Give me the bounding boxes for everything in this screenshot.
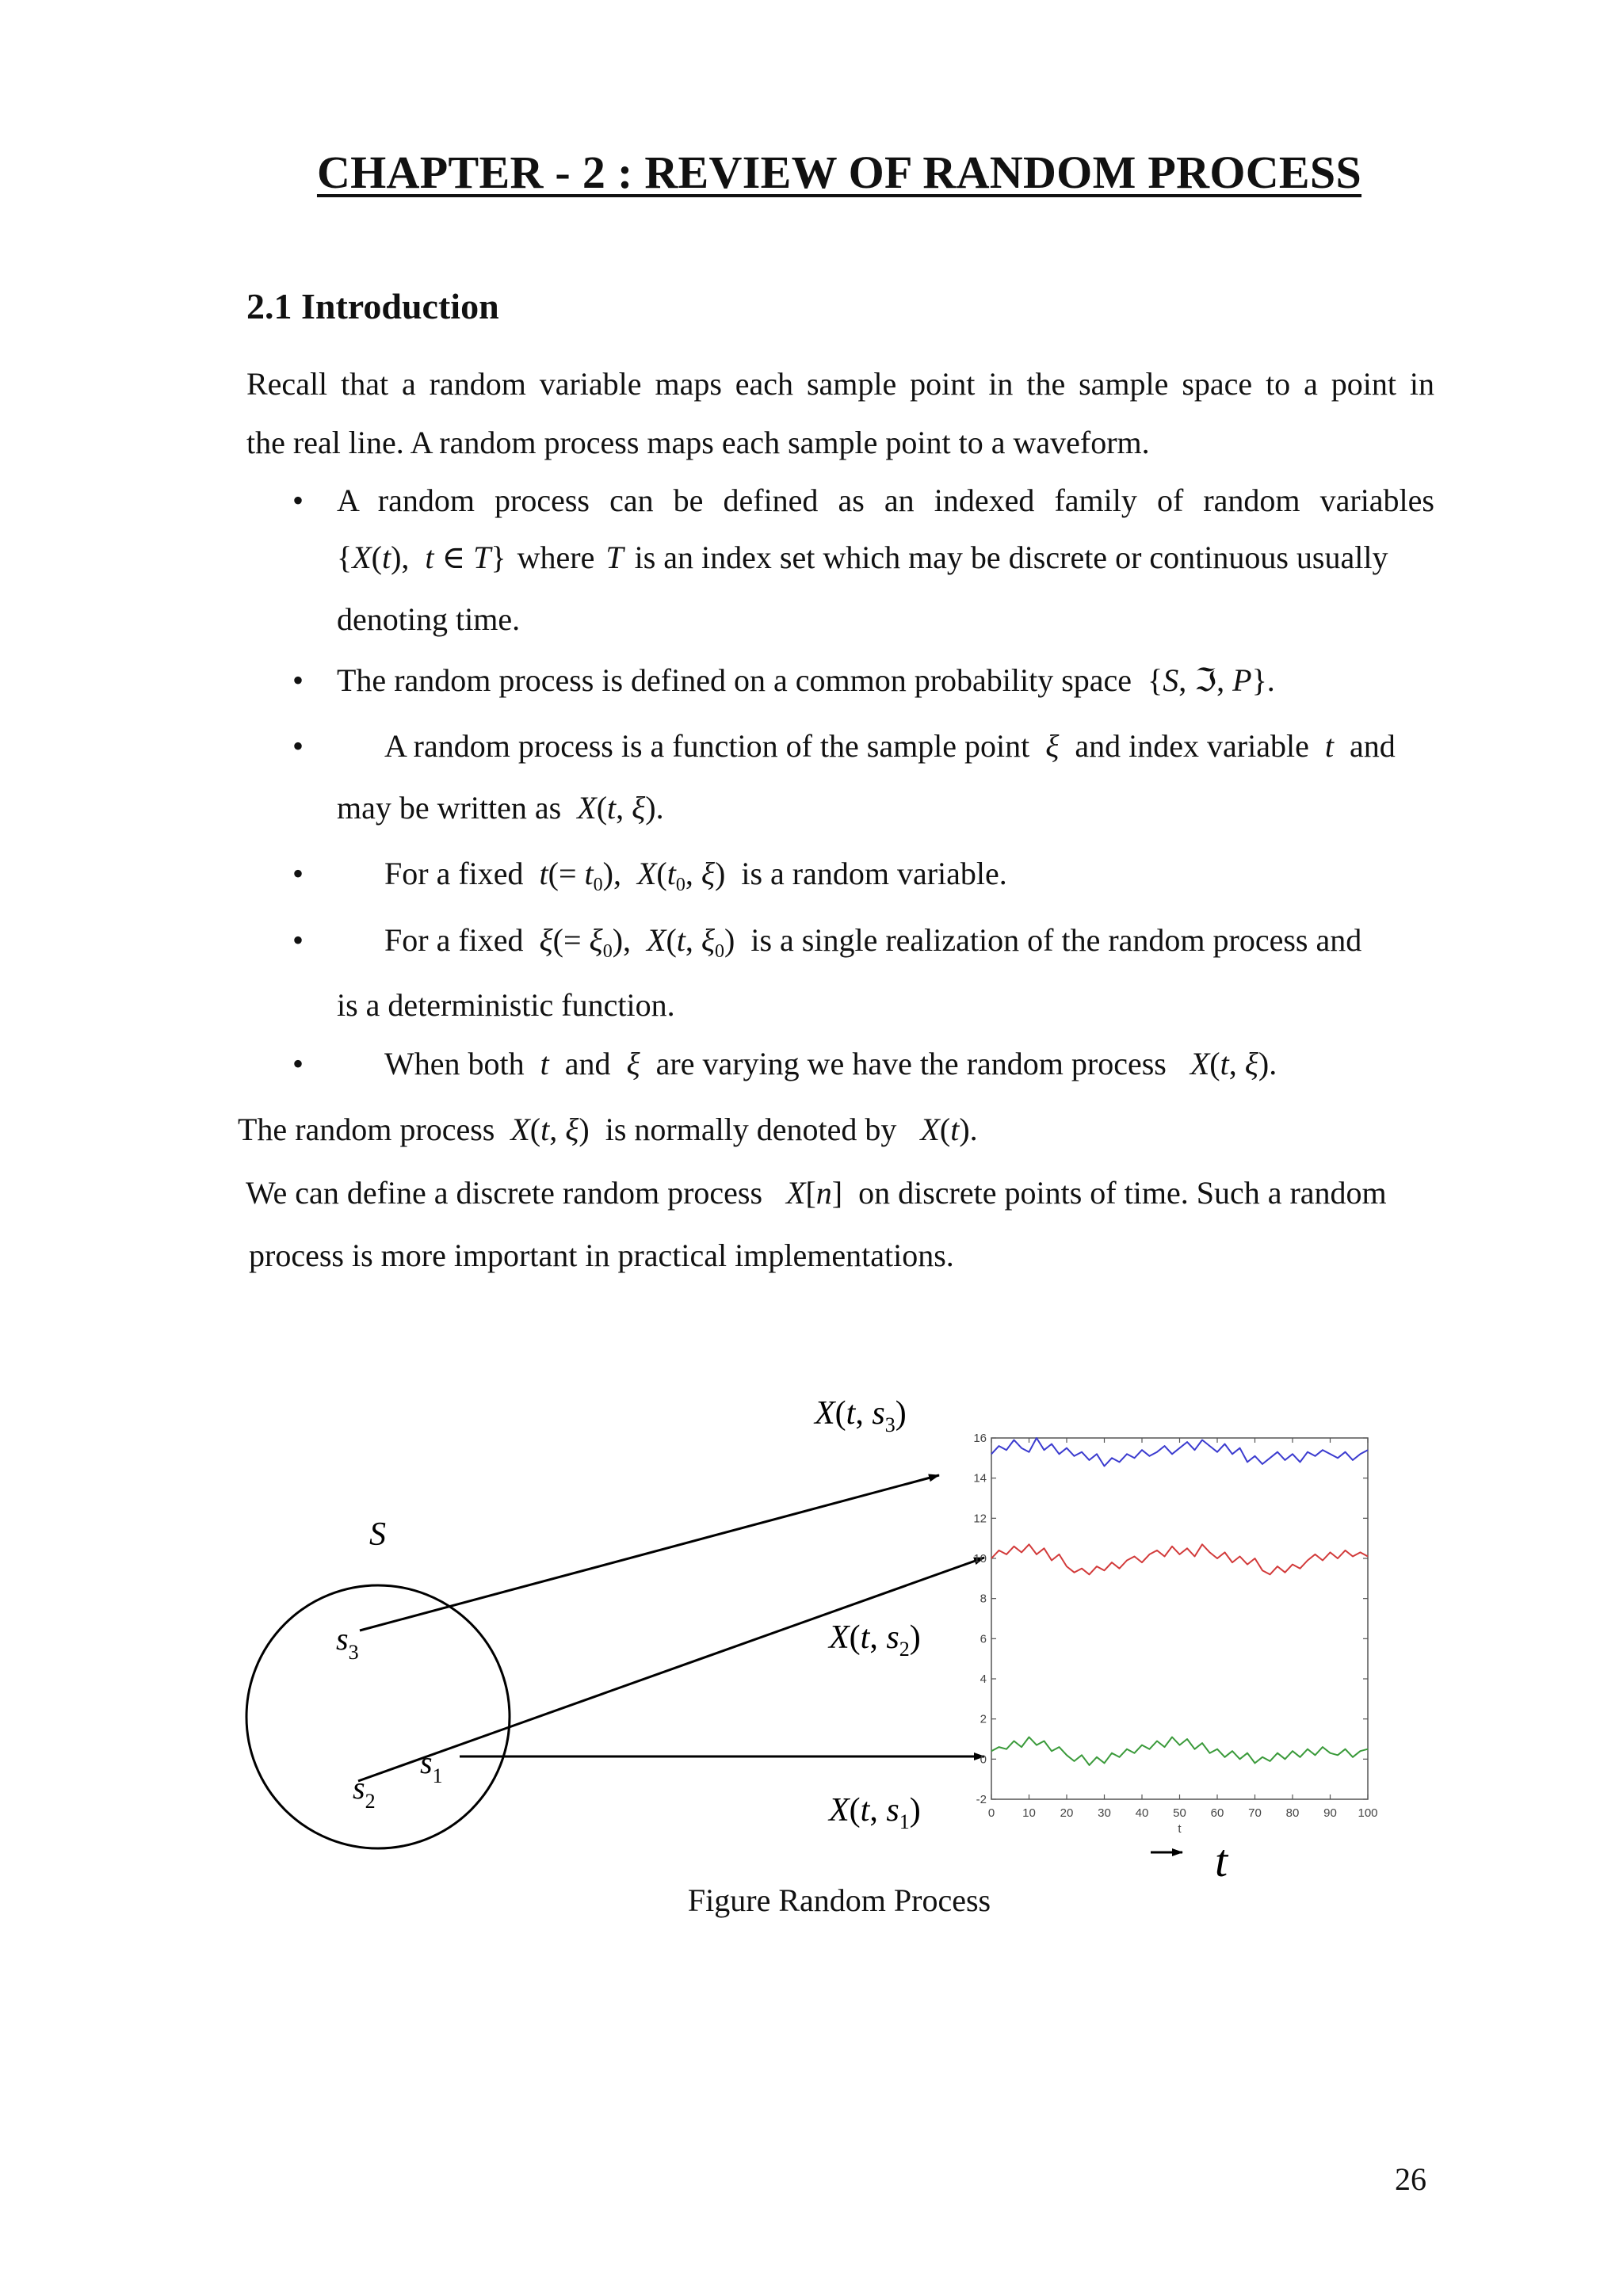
x-tick-label: 100 [1358,1806,1378,1820]
label-x-t-s1: X(t, $s_1$) [829,1792,921,1833]
y-tick-label: 16 [973,1432,987,1445]
word: We can define a discrete random process [246,1175,763,1211]
math-xi: ξ [1037,728,1067,764]
word: may be written as [337,790,562,826]
x-tick-label: 20 [1060,1806,1074,1820]
x-tick-label: 0 [987,1806,995,1820]
y-tick-label: 12 [973,1512,987,1526]
word: When both [384,1046,525,1081]
page-number: 26 [1395,2161,1426,2197]
arrow-s3 [360,1475,939,1630]
bullet-marker: • [292,922,304,958]
x-tick-label: 90 [1323,1806,1337,1820]
x-tick-label: 80 [1285,1806,1300,1820]
math-xi: ξ [618,1046,648,1081]
word: The random process [238,1112,495,1147]
math-probability-space: {S, ℑ, P}. [1140,662,1275,698]
word: on discrete points of time. Such a random [858,1175,1387,1211]
math-x-t-xi: X(t, ξ) [510,1112,598,1147]
waveform-chart [973,1432,1377,1836]
sample-point-s3: $s_3$ [336,1621,359,1664]
math-index-family: {X(t), t ∈ T} [337,540,506,575]
word: where [517,540,595,575]
bullet-marker: • [292,1046,304,1081]
section-heading: 2.1 Introduction [246,286,499,326]
label-x-t-s3: X(t, $s_3$) [815,1395,907,1436]
x-tick-label: 70 [1248,1806,1262,1820]
word: is a random variable. [741,856,1007,891]
math-x-t-xi: X(t, ξ). [1190,1046,1277,1081]
y-tick-label: 6 [980,1632,987,1646]
paragraph-discrete-line-2: process is more important in practical implementations. [249,1238,954,1273]
arrow-s2 [358,1558,984,1781]
chapter-title: CHAPTER - 2 : REVIEW OF RANDOM PROCESS [316,147,1362,198]
word: is normally denoted by [605,1112,897,1147]
y-tick-label: 8 [980,1592,987,1606]
math-xi-fixed: $\xi(= \xi_0)$, X(t, $\xi_0$) [539,922,743,962]
math-t: t [532,1046,557,1081]
y-tick-label: 2 [980,1712,987,1726]
y-tick-label: 10 [973,1552,987,1566]
word: A random process is a function of the sample point [384,728,1030,764]
y-tick-label: 14 [973,1471,987,1486]
x-tick-label: 40 [1135,1806,1149,1820]
word: and index variable [1075,728,1309,764]
bullet-marker: • [292,856,304,891]
x-tick-label: 30 [1098,1806,1111,1820]
intro-line-1: Recall that a random variable maps each sample point in the sample space to a point in [246,366,1434,402]
x-tick-label: 50 [1173,1806,1186,1820]
word: The random process is defined on a common probability space [337,662,1132,698]
bullet-marker: • [292,482,304,518]
sample-point-s1: $s_1$ [420,1745,443,1787]
word: is an index set which may be discrete or continuous usually [634,540,1388,575]
label-x-t-s2: X(t, $s_2$) [829,1619,921,1661]
math-x-t: X(t). [920,1112,978,1147]
y-tick-label: -2 [976,1793,987,1806]
bullet-marker: • [292,728,304,764]
word: is a single realization of the random process and [750,922,1362,958]
math-index-set: T [605,540,624,575]
math-t-fixed: $t(= t_0)$, $X(t_0$, ξ) [539,856,734,895]
bullet-1-line-1: A random process can be defined as an indexed family of random variables [337,482,1434,518]
x-tick-label: 10 [1022,1806,1036,1820]
x-axis-label: t [1178,1822,1182,1836]
word: and [1349,728,1396,764]
bullet-1-line-3: denoting time. [337,601,521,637]
x-tick-label: 60 [1210,1806,1224,1820]
word: For a fixed [384,922,524,958]
y-tick-label: 4 [980,1672,987,1686]
word: For a fixed [384,856,524,891]
intro-line-2: the real line. A random process maps each sample point to a waveform. [246,425,1150,460]
y-tick-label: 0 [980,1753,987,1767]
word: and [564,1046,611,1081]
figure-caption: Figure Random Process [687,1882,991,1918]
t-axis-label: t [1215,1835,1228,1886]
word: are varying we have the random process [655,1046,1167,1081]
bullet-5-line-2: is a deterministic function. [337,987,675,1023]
math-x-n: X[n] [786,1175,851,1211]
bullet-marker: • [292,662,304,698]
math-t: t [1316,728,1342,764]
sample-space-label: S [369,1516,386,1553]
math-x-t-xi: X(t, ξ). [577,790,664,826]
sample-point-s2: $s_2$ [353,1770,376,1813]
